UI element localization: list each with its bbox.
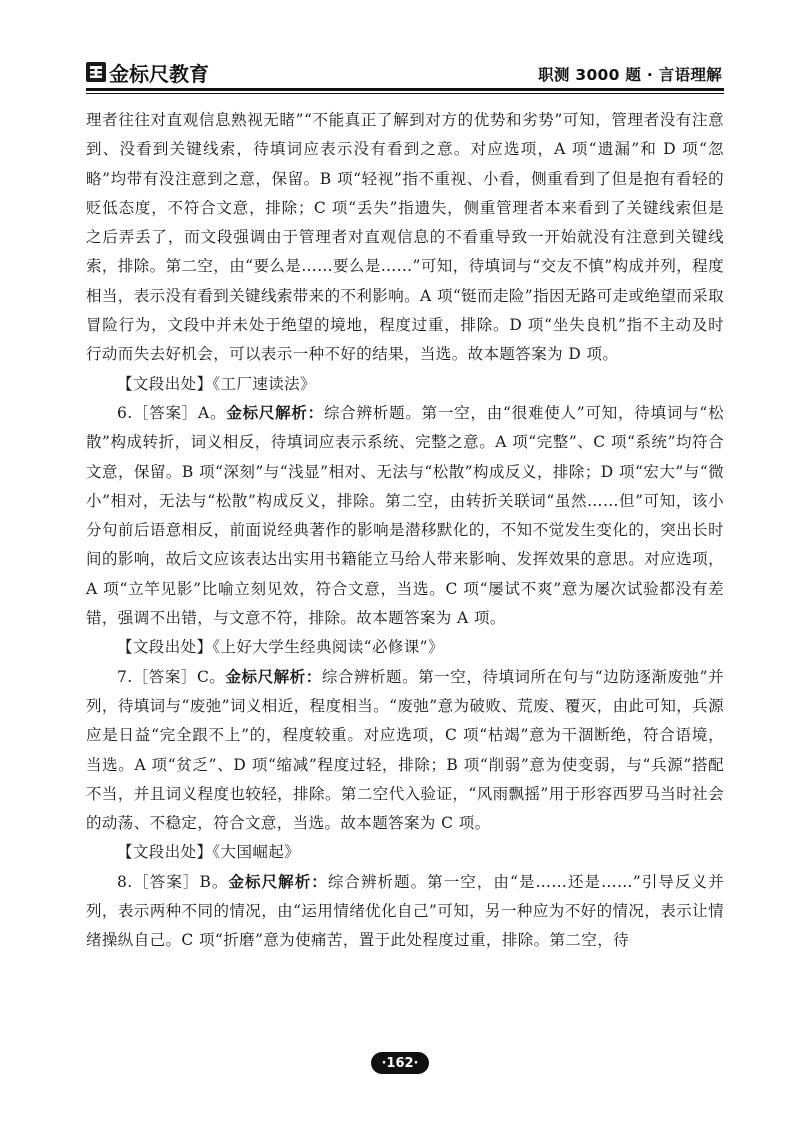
answer-8 <box>86 868 724 956</box>
answer-6-text: 综合辨析题。第一空，由“很难使人”可知，待填词与“松散”构成转折，词义相反，待填词应表示系统、完整之意。A 项“完整”、C 项“系统”均符合文意，保留。B 项“深刻”与“浅显”相对、无法与“松散”构成反义，排除；D 项“宏大”与“微小”相对，无法与“松散”构成反义，排除。第二空，由转折关联词“虽然……但”可知，该小分句前后语意相反，前面说经典著作的影响是潜移默化的，不知不觉发生变化的，突出长时间的影响，故后文应该表达出实用书籍能立马给人带来影响、发挥效果的意思。对应选项，A 项“立竿见影”比喻立刻见效，符合文意，当选。C 项“屡试不爽”意为屡次试验都没有差错，强调不出错，与文意不符，排除。故本题答案为 A 项。 <box>86 403 724 628</box>
answer-8-label: 金标尺解析： <box>228 872 328 891</box>
answer-7 <box>86 663 724 839</box>
page-number-badge: ·162· <box>371 1052 429 1074</box>
answer-7-number: 7.［答案］C。 <box>117 667 226 686</box>
answer-6 <box>86 399 724 633</box>
brand-logo <box>86 59 209 85</box>
answer-8-text: 综合辨析题。第一空，由“是……还是……”引导反义并列，表示两种不同的情况，由“运用情绪优化自己”可知，另一种应为不好的情况，表示让情绪操纵自己。C 项“折磨”意为使痛苦，置于此处程度过重，排除。第二空，待 <box>86 872 724 950</box>
answer-8-number: 8.［答案］B。 <box>117 872 229 891</box>
brand-name: 金标尺教育 <box>109 61 209 86</box>
answer-6-label: 金标尺解析： <box>226 403 324 422</box>
answer-7-text: 综合辨析题。第一空，待填词所在句与“边防逐渐废弛”并列，待填词与“废弛”词义相近，程度相当。“废弛”意为破败、荒废、覆灭，由此可知，兵源应是日益“完全跟不上”的，程度较重。对应选项，C 项“枯竭”意为干涸断绝，符合语境，当选。A 项“贫乏”、D 项“缩减”程度过轻，排除；B 项“削弱”意为使变弱，与“兵源”搭配不当，并且词义程度也较轻，排除。第二空代入验证，“风雨飘摇”用于形容西罗马当时社会的动荡、不稳定，符合文意，当选。故本题答案为 C 项。 <box>86 667 724 833</box>
page-content <box>86 106 724 956</box>
page-header <box>86 56 724 86</box>
brand-logo-icon <box>86 62 106 82</box>
header-rule-thick <box>86 88 724 91</box>
source-note-3: 【文段出处】《大国崛起》 <box>117 843 301 862</box>
book-title: 职测 3000 题 · 言语理解 <box>538 66 722 84</box>
answer-6-number: 6.［答案］A。 <box>117 403 227 422</box>
answer-7-label: 金标尺解析： <box>225 667 322 686</box>
header-rule-thin <box>86 93 724 94</box>
paragraph-continued: 理者往往对直观信息熟视无睹”“不能真正了解到对方的优势和劣势”可知，管理者没有注意到、没看到关键线索，待填词应表示没有看到之意。对应选项，A 项“遗漏”和 D 项“忽略”均带有没注意到之意，保留。B 项“轻视”指不重视、小看，侧重看到了但是抱有看轻的贬低态度，不符合文意，排除；C 项“丢失”指遗失，侧重管理者本来看到了关键线索但是之后弄丢了，而文段强调由于管理者对直观信息的不看重导致一开始就没有注意到关键线索，排除。第二空，由“要么是……要么是……”可知，待填词与“交友不慎”构成并列，程度相当，表示没有看到关键线索带来的不利影响。A 项“铤而走险”指因无路可走或绝望而采取冒险行为，文段中并未处于绝望的境地，程度过重，排除。D 项“坐失良机”指不主动及时行动而失去好机会，可以表示一种不好的结果，当选。故本题答案为 D 项。 <box>86 111 724 364</box>
source-note-1: 【文段出处】《工厂速读法》 <box>117 374 316 393</box>
source-note-2: 【文段出处】《上好大学生经典阅读“必修课”》 <box>117 638 444 657</box>
